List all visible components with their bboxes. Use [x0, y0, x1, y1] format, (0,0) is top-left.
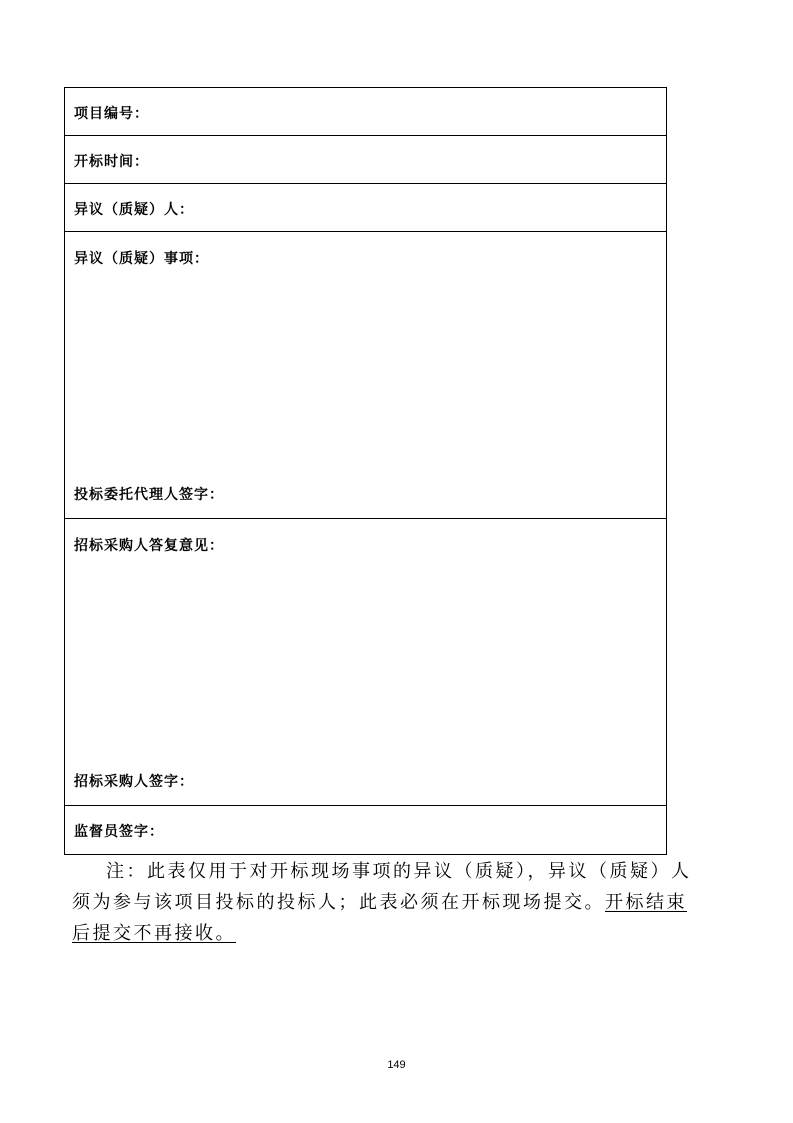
note-line-3 — [72, 918, 724, 949]
row-objection-matters — [65, 232, 666, 519]
note-line-2-text: 须为参与该项目投标的投标人；此表必须在开标现场提交。 — [72, 892, 605, 913]
note-line-2 — [72, 887, 724, 918]
note-line-3-underlined: 后提交不再接收。 — [72, 923, 236, 944]
form-note — [72, 856, 724, 949]
objector-label: 异议（质疑）人： — [74, 202, 194, 218]
objection-matters-label: 异议（质疑）事项： — [74, 251, 209, 267]
bidder-agent-signature-label: 投标委托代理人签字： — [74, 487, 224, 503]
row-opening-time — [65, 136, 666, 184]
objection-form-table — [64, 87, 667, 855]
page-number: 149 — [387, 1059, 406, 1071]
purchaser-signature-label: 招标采购人签字： — [74, 774, 194, 790]
row-supervisor-signature — [65, 806, 666, 854]
opening-time-label: 开标时间： — [74, 154, 149, 170]
row-purchaser-reply — [65, 519, 666, 806]
supervisor-signature-label: 监督员签字： — [74, 824, 164, 840]
note-line-1: 注：此表仅用于对开标现场事项的异议（质疑），异议（质疑）人 — [106, 861, 692, 882]
row-objector — [65, 184, 666, 232]
note-line-2-underlined: 开标结束 — [605, 892, 687, 913]
row-project-number — [65, 88, 666, 136]
purchaser-reply-label: 招标采购人答复意见： — [74, 538, 224, 554]
project-number-label: 项目编号： — [74, 106, 149, 122]
